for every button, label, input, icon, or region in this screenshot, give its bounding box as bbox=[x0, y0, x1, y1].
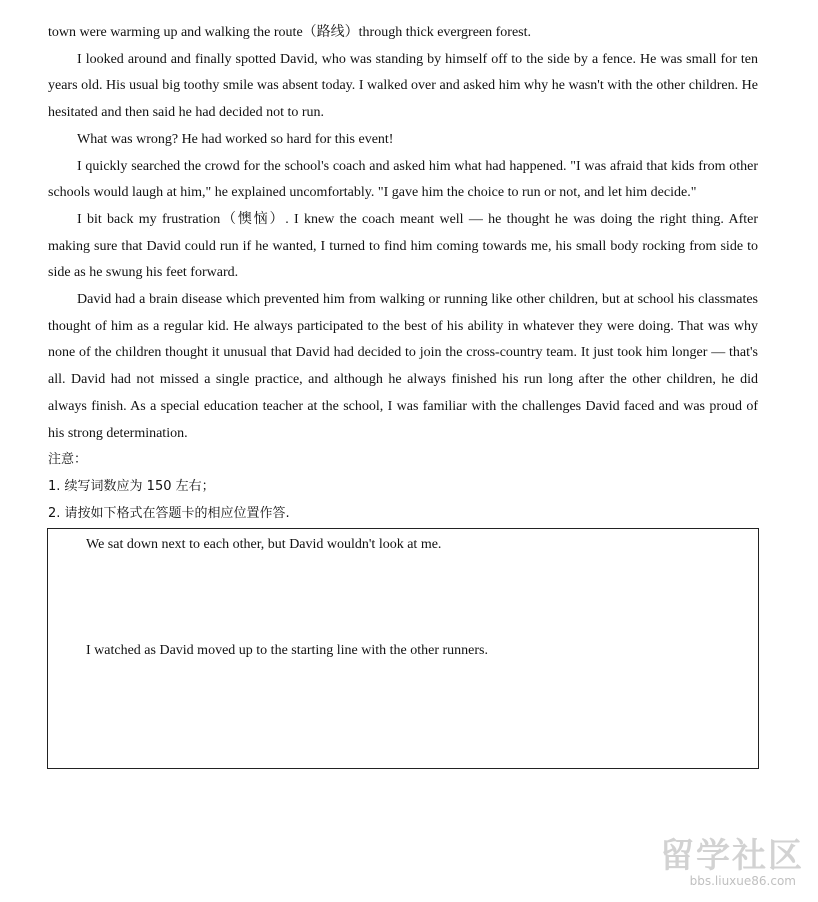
passage-paragraph: I quickly searched the crowd for the school's coach and asked him what had happened. "I was afraid that kids from other schools would laugh at him," he explained uncomfortably. "I gave him the choice to run or not, and let him decide." bbox=[48, 158, 758, 201]
watermark-url: bbs.liuxue86.com bbox=[689, 874, 796, 888]
watermark bbox=[652, 828, 804, 888]
note-item: 2. 请按如下格式在答题卡的相应位置作答. bbox=[48, 505, 290, 521]
watermark-logo: 留学社区 bbox=[660, 836, 804, 876]
passage-paragraph: I bit back my frustration（懊恼）. I knew the coach meant well — he thought he was doing the right thing. After making sure that David could run if he wanted, I turned to find him coming towards me, his small body rocking from side to side as he swung his feet forward. bbox=[48, 211, 758, 281]
answer-box[interactable] bbox=[47, 528, 759, 769]
answer-opening-line-1: We sat down next to each other, but David wouldn't look at me. bbox=[86, 537, 442, 552]
passage-paragraph: town were warming up and walking the route（路线）through thick evergreen forest. bbox=[48, 25, 531, 40]
notes-section bbox=[48, 447, 758, 527]
notes-heading: 注意： bbox=[48, 452, 88, 468]
answer-opening-line-2: I watched as David moved up to the starting line with the other runners. bbox=[86, 643, 489, 658]
passage-paragraph: I looked around and finally spotted David, who was standing by himself off to the side by a fence. He was small for ten years old. His usual big toothy smile was absent today. I walked over and asked him why he wasn't with the other children. He hesitated and then said he had decided not to run. bbox=[48, 51, 758, 121]
passage bbox=[48, 20, 758, 527]
passage-paragraph: What was wrong? He had worked so hard for this event! bbox=[77, 131, 394, 147]
note-item: 1. 续写词数应为 150 左右； bbox=[48, 478, 215, 494]
passage-paragraph: David had a brain disease which prevented him from walking or running like other children, but at school his classmates thought of him as a regular kid. He always participated to the best of his ability in whatever they were doing. That was why none of the children thought it unusual that David had decided to join the cross-country team. It just took him longer — that's all. David had not missed a single practice, and although he always finished his run long after the other children, he did always finish. As a special education teacher at the school, I was familiar with the challenges David faced and was proud of his strong determination. bbox=[48, 292, 758, 441]
